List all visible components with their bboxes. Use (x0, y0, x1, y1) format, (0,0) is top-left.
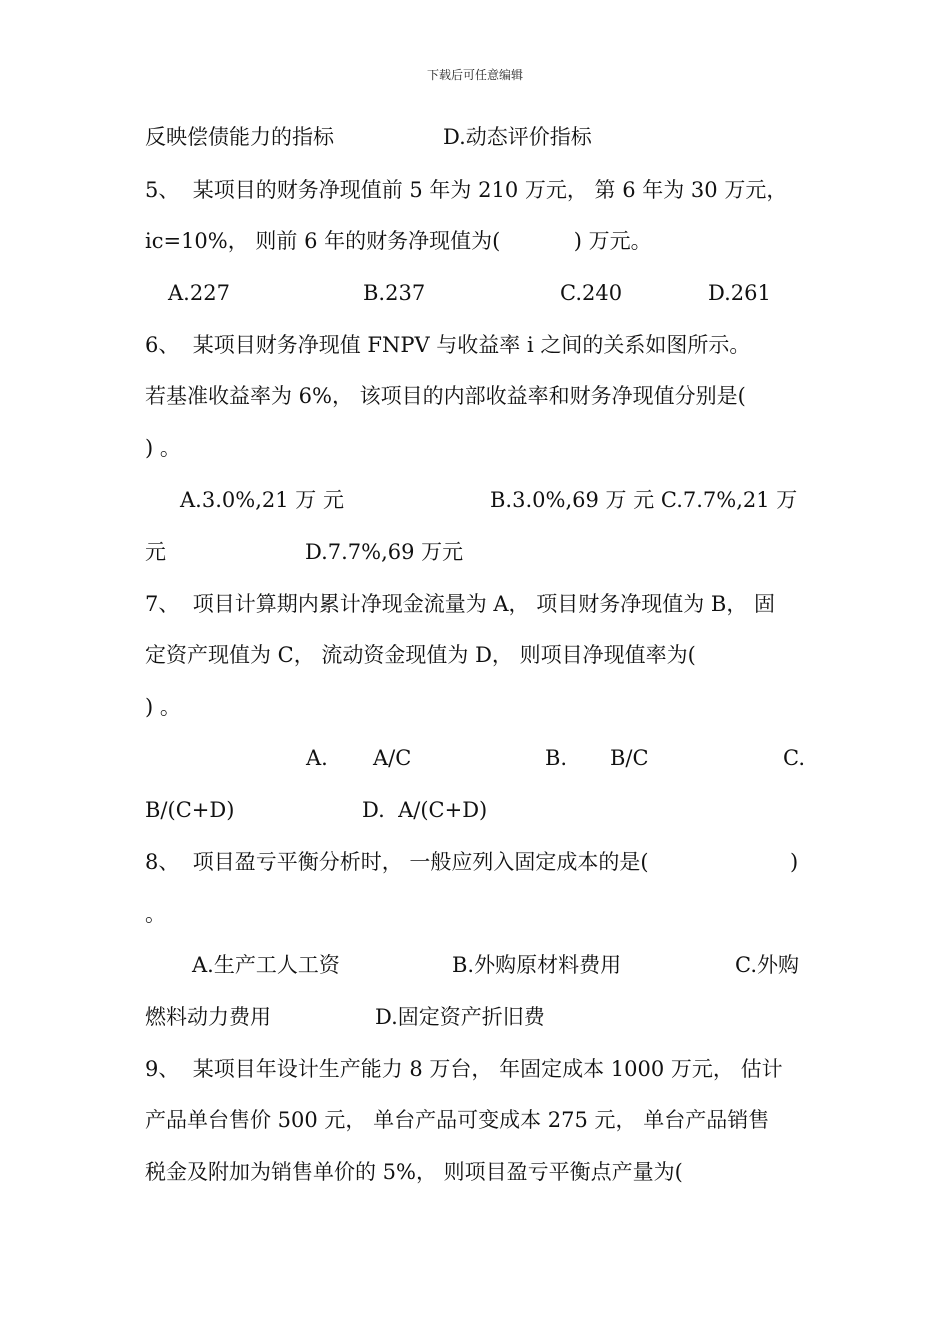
option-a: A.227 (168, 281, 230, 305)
question-9-text: 产品单台售价 500 元， 单台产品可变成本 275 元， 单台产品销售 (145, 1108, 770, 1132)
question-6-text: 若基准收益率为 6%， 该项目的内部收益率和财务净现值分别是( (145, 384, 746, 408)
option-a: A.生产工人工资 (192, 953, 340, 977)
option-b-label: B. (545, 746, 568, 770)
question-5-text: ic=10%， 则前 6 年的财务净现值为( ) 万元。 (145, 229, 652, 253)
option-c: C.外购 (735, 953, 799, 977)
question-7-text: ) 。 (145, 695, 181, 719)
question-7-text: 7、 项目计算期内累计净现金流量为 A， 项目财务净现值为 B， 固 (145, 592, 776, 616)
question-8-text: 8、 项目盈亏平衡分析时， 一般应列入固定成本的是( (145, 850, 649, 874)
question-9-text: 9、 某项目年设计生产能力 8 万台， 年固定成本 1000 万元， 估计 (145, 1057, 783, 1081)
question-7-text: 定资产现值为 C， 流动资金现值为 D， 则项目净现值率为( (145, 643, 696, 667)
option-c-value: B/(C+D) (145, 798, 235, 822)
option-c-label: C. (783, 746, 805, 770)
option-c-continued: 燃料动力费用 (145, 1005, 271, 1029)
option-b: B.237 (363, 281, 426, 305)
question-9-text: 税金及附加为销售单价的 5%， 则项目盈亏平衡点产量为( (145, 1160, 683, 1184)
option-a-value: A/C (373, 746, 412, 770)
option-c-continued: 元 (145, 540, 166, 564)
option-d: D.固定资产折旧费 (375, 1005, 545, 1029)
option-b-value: B/C (610, 746, 649, 770)
option-b: B.外购原材料费用 (452, 953, 622, 977)
option-d: D. A/(C+D) (362, 798, 488, 822)
option-a-label: A. (306, 746, 328, 770)
question-8-text: 。 (145, 902, 166, 926)
option-d: D.7.7%,69 万元 (305, 540, 464, 564)
question-5-text: 5、 某项目的财务净现值前 5 年为 210 万元， 第 6 年为 30 万元， (145, 178, 788, 202)
question-6-text: 6、 某项目财务净现值 FNPV 与收益率 i 之间的关系如图所示。 (145, 333, 751, 357)
option-b-c: B.3.0%,69 万 元 C.7.7%,21 万 (490, 488, 798, 512)
option-d: D.261 (708, 281, 771, 305)
option-text: D.动态评价指标 (443, 125, 592, 149)
question-6-text: ) 。 (145, 436, 181, 460)
option-text: 反映偿债能力的指标 (145, 125, 334, 149)
option-a: A.3.0%,21 万 元 (180, 488, 344, 512)
option-c: C.240 (560, 281, 623, 305)
answer-paren: ) (790, 850, 799, 874)
page-header: 下载后可任意编辑 (426, 68, 523, 82)
